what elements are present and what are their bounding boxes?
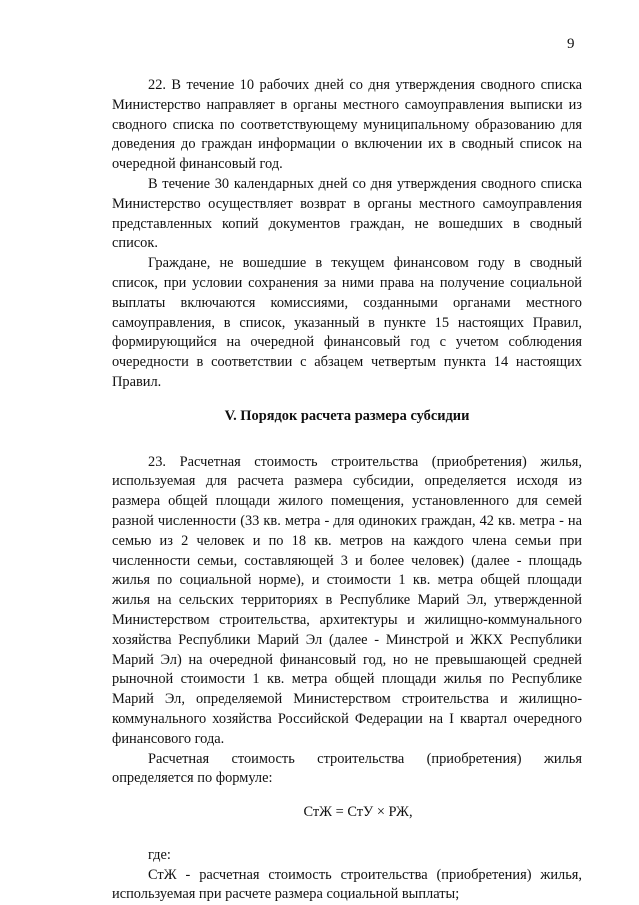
paragraph-22: 22. В течение 10 рабочих дней со дня утверждения сводного списка Министерство направляет в органы местного самоуправления выписки из сводного списка по соответствующему муниципальному образованию для доведения до граждан информации о включении их в сводный список на очередной финансовый год. [112, 77, 582, 173]
where-label: где: [148, 846, 171, 863]
paragraph-not-included-citizens: Граждане, не вошедшие в текущем финансовом году в сводный список, при условии сохранения за ними права на получение социальной выплаты включаются комиссиями, созданными органами местного самоуправления, в список, указанный в пункте 15 настоящих Правил, формирующийся на очередной финансовый год с учетом соблюдения очередности в соответствии с абзацем четвертым пункта 14 настоящих Правил. [112, 255, 582, 390]
page-number: 9 [567, 36, 575, 52]
section-heading: V. Порядок расчета размера субсидии [224, 407, 470, 424]
paragraph-23: 23. Расчетная стоимость строительства (приобретения) жилья, используемая для расчета размера субсидии, определяется исходя из размера общей площади жилого помещения, установленного для семей разной численности (33 кв. метра - для одиноких граждан, 42 кв. метра - на семью из 2 человек и по 18 кв. метров на каждого члена семьи при численности семьи, составляющей 3 и более человек) (далее - площадь жилья по социальной норме), и стоимости 1 кв. метра общей площади жилья на сельских территориях в Республике Марий Эл, утвержденной Министерством строительства, архитектуры и жилищно-коммунального хозяйства Республики Марий Эл (далее - Минстрой и ЖКХ Республики Марий Эл) на очередной финансовый год, но не превышающей средней рыночной стоимости 1 кв. метра общей площади жилья по Республике Марий Эл, определяемой Министерством строительства и жилищно-коммунального хозяйства Российской Федерации на I квартал очередного финансового года. [112, 453, 582, 747]
formula: СтЖ = СтУ × РЖ, [303, 804, 413, 821]
paragraph-formula-intro: Расчетная стоимость строительства (приобретения) жилья определяется по формуле: [112, 750, 582, 787]
definition-stzh: СтЖ - расчетная стоимость строительства (приобретения) жилья, используемая при расчете размера социальной выплаты; [112, 866, 582, 903]
paragraph-return-documents: В течение 30 календарных дней со дня утверждения сводного списка Министерство осуществляет возврат в органы местного самоуправления представленных копий документов граждан, не вошедших в сводный список. [112, 175, 582, 252]
page-content [112, 76, 582, 905]
